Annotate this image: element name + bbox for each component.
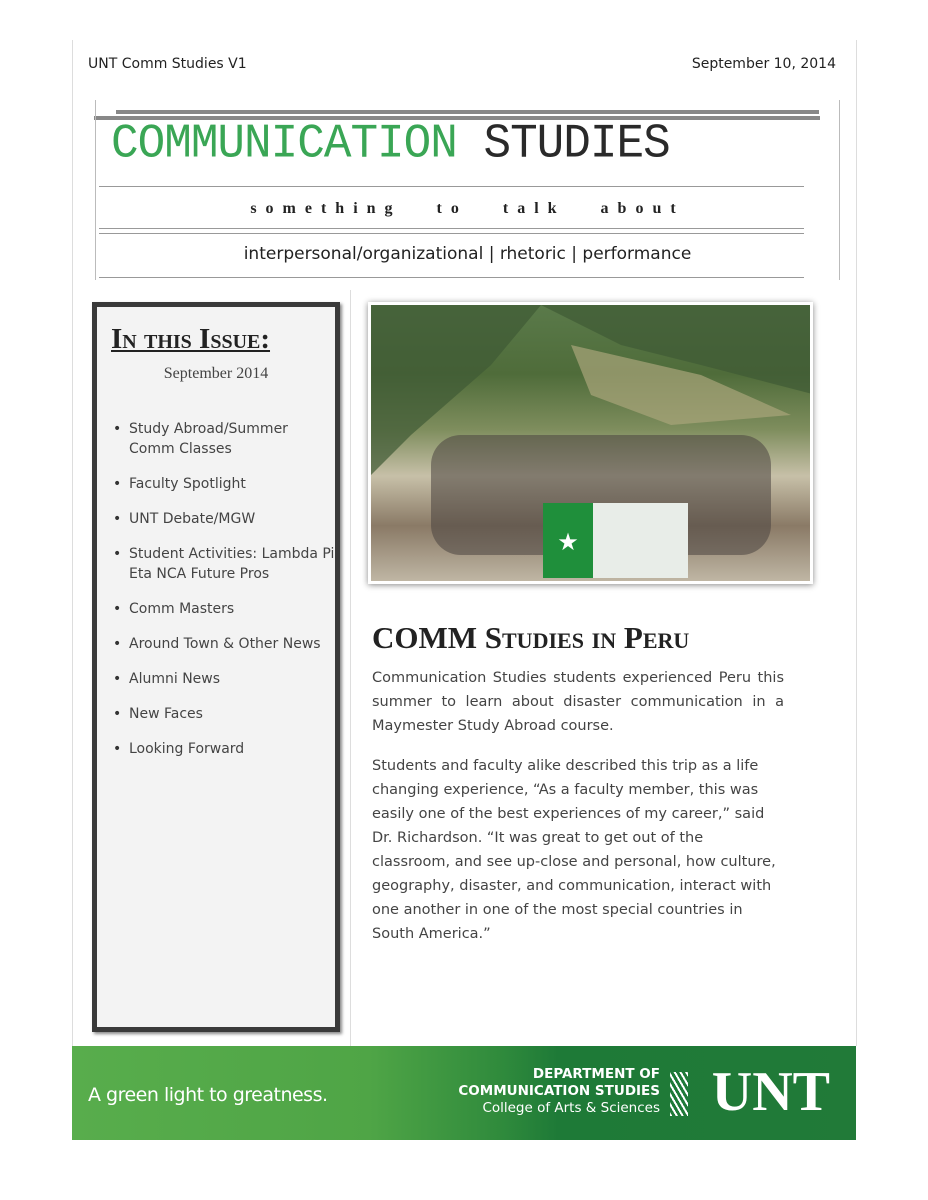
issue-item: • Comm Masters [111, 599, 336, 619]
article-heading: COMM Studies in Peru [372, 620, 690, 655]
divider [99, 186, 804, 187]
title-green: COMMUNICATION [111, 116, 457, 172]
unt-stripes-icon [670, 1072, 688, 1116]
running-header-title: UNT Comm Studies V1 [88, 56, 247, 72]
divider [99, 228, 804, 229]
department-name [458, 1066, 660, 1117]
article-paragraph: Students and faculty alike described this trip as a life changing experience, “As a faculty member, this was easily one of the best experiences of my career,” said Dr. Richardson. “It was great to get out of the classroom, and see up-close and personal, how culture, geography, disaster, and communication, interact with one another in one of the most special countries in South America.” [372, 758, 776, 942]
issue-date: September 2014 [163, 365, 269, 382]
issue-item: • Alumni News [111, 669, 336, 689]
issue-item: • UNT Debate/MGW [111, 509, 336, 529]
issue-item: • New Faces [111, 704, 336, 724]
issue-item: • Study Abroad/Summer Comm Classes [111, 419, 336, 459]
dept-line: COMMUNICATION STUDIES [458, 1083, 660, 1099]
title-dark: STUDIES [483, 116, 670, 172]
focus-areas: interpersonal/organizational | rhetoric | performance [243, 244, 692, 264]
masthead [95, 100, 840, 280]
divider [99, 233, 804, 234]
column-divider [350, 290, 351, 1046]
college-name: College of Arts & Sciences [482, 1100, 660, 1116]
page-border-left [72, 40, 73, 1046]
issue-item: • Around Town & Other News [111, 634, 336, 654]
issue-item: • Student Activities: Lambda Pi Eta NCA Future Pros [111, 544, 336, 584]
issue-item: • Looking Forward [111, 739, 336, 759]
photo-illustration [371, 305, 813, 584]
article-paragraph: Communication Studies students experienced Peru this summer to learn about disaster communication in a Maymester Study Abroad course. [372, 670, 784, 734]
in-this-issue-box [92, 302, 340, 1032]
dept-line: DEPARTMENT OF [532, 1066, 660, 1082]
slogan: A green light to greatness. [88, 1084, 328, 1106]
tagline: something to talk about [250, 200, 685, 217]
unt-logo: UNT [711, 1061, 830, 1123]
page-border-right [856, 40, 857, 1046]
running-header-date: September 10, 2014 [691, 56, 836, 72]
in-this-issue-title: In this Issue: [111, 323, 271, 355]
newsletter-title [111, 117, 670, 172]
svg-text:★: ★ [557, 528, 579, 556]
issue-list [111, 419, 336, 774]
group-photo-machu-picchu [368, 302, 813, 584]
divider [99, 277, 804, 278]
issue-item: • Faculty Spotlight [111, 474, 336, 494]
footer-banner [72, 1046, 856, 1140]
masthead-rule [116, 110, 819, 114]
